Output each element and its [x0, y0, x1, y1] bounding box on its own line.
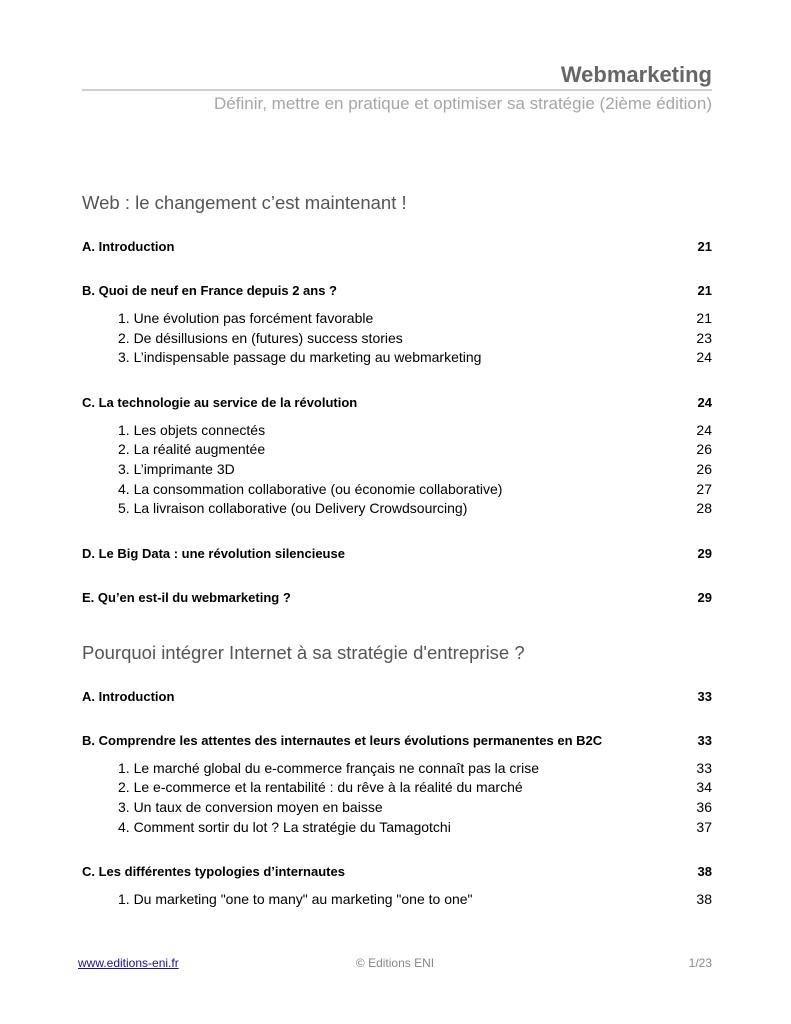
toc-item-label: 2. La réalité augmentée [118, 441, 266, 458]
toc-item-label: 5. La livraison collaborative (ou Delivery Crowdsourcing) [118, 500, 468, 517]
toc-item-entry[interactable] [82, 309, 712, 329]
toc-item-entry[interactable] [82, 480, 712, 500]
toc-section-label: B. Quoi de neuf en France depuis 2 ans ? [82, 283, 337, 298]
toc-subitems [82, 421, 712, 519]
toc-page-number: 36 [696, 798, 712, 815]
toc-item-label: 1. Le marché global du e-commerce français ne connaît pas la crise [118, 759, 539, 776]
footer-page-number: 1/23 [688, 956, 712, 970]
toc-page-number: 23 [696, 329, 712, 346]
toc-section-label: E. Qu’en est-il du webmarketing ? [82, 589, 291, 605]
toc-item-label: 3. Un taux de conversion moyen en baisse [118, 798, 383, 815]
toc-page-number: 38 [697, 864, 712, 880]
toc-page-number: 24 [696, 421, 712, 438]
toc-section [82, 588, 712, 607]
toc-page-number: 21 [696, 310, 712, 326]
document-title: Webmarketing [560, 62, 712, 87]
toc-page-number: 29 [697, 545, 712, 561]
toc-item-entry[interactable] [82, 348, 712, 368]
toc-item-entry[interactable] [82, 818, 712, 838]
toc-section-label: B. Comprendre les attentes des internautes et leurs évolutions permanentes en B2C [82, 732, 603, 748]
toc-subitems [82, 759, 712, 837]
toc-item-entry[interactable] [82, 460, 712, 480]
toc-section [82, 862, 712, 910]
document-subtitle: Définir, mettre en pratique et optimiser sa stratégie (2ième édition) [214, 94, 712, 113]
toc-item-entry[interactable] [82, 890, 712, 910]
toc-section [82, 544, 712, 563]
toc-section-entry[interactable] [82, 237, 712, 256]
toc-item-entry[interactable] [82, 759, 712, 779]
toc-section [82, 393, 712, 519]
toc-item-label: 4. La consommation collaborative (ou économie collaborative) [118, 480, 503, 497]
toc-section-label: A. Introduction [82, 239, 175, 254]
toc-item-label: 1. Les objets connectés [118, 421, 266, 438]
toc-page-number: 33 [697, 688, 712, 704]
toc-item-label: 3. L’indispensable passage du marketing au webmarketing [118, 349, 482, 366]
toc-section [82, 281, 712, 368]
toc-section [82, 687, 712, 706]
toc-page-number: 29 [697, 589, 712, 605]
chapter [82, 190, 712, 607]
toc-page-number: 33 [696, 759, 712, 776]
toc-item-label: 4. Comment sortir du lot ? La stratégie du Tamagotchi [118, 818, 451, 835]
toc-section-label: A. Introduction [82, 688, 175, 704]
page-footer [78, 956, 712, 970]
chapter-title: Pourquoi intégrer Internet à sa stratégie d'entreprise ? [82, 641, 525, 663]
toc-page-number: 24 [697, 394, 712, 410]
toc-section [82, 237, 712, 256]
toc-section-entry[interactable] [82, 544, 712, 563]
toc-subitems [82, 309, 712, 368]
toc-page-number: 26 [696, 441, 712, 458]
toc-item-label: 3. L’imprimante 3D [118, 460, 235, 477]
toc-section-entry[interactable] [82, 281, 712, 300]
toc-section-entry[interactable] [82, 687, 712, 706]
toc-item-label: 2. Le e-commerce et la rentabilité : du rêve à la réalité du marché [118, 779, 523, 796]
chapter [82, 640, 712, 910]
footer-copyright: © Editions ENI [355, 956, 435, 970]
toc-section-entry[interactable] [82, 731, 712, 750]
toc-section-label: D. Le Big Data : une révolution silencieuse [82, 545, 345, 561]
toc-page-number: 21 [697, 283, 712, 298]
document-header [82, 60, 712, 115]
footer-website-link[interactable]: www.editions-eni.fr [78, 956, 179, 970]
table-of-contents [82, 190, 712, 910]
toc-item-entry[interactable] [82, 421, 712, 441]
toc-section-entry[interactable] [82, 862, 712, 881]
toc-section [82, 731, 712, 837]
toc-section-label: C. Les différentes typologies d’internautes [82, 864, 345, 880]
toc-page-number: 37 [696, 818, 712, 835]
toc-item-entry[interactable] [82, 798, 712, 818]
chapter-title: Web : le changement c’est maintenant ! [82, 192, 407, 213]
toc-page-number: 33 [697, 732, 712, 748]
toc-page-number: 27 [696, 480, 712, 497]
toc-section-entry[interactable] [82, 588, 712, 607]
toc-item-entry[interactable] [82, 499, 712, 519]
toc-page-number: 24 [696, 349, 712, 366]
toc-section-label: C. La technologie au service de la révolution [82, 394, 358, 410]
toc-item-label: 1. Une évolution pas forcément favorable [118, 310, 374, 326]
toc-page-number: 21 [697, 239, 712, 254]
toc-item-label: 1. Du marketing "one to many" au marketing "one to one" [118, 891, 473, 908]
toc-page-number: 38 [696, 891, 712, 908]
toc-section-entry[interactable] [82, 393, 712, 412]
toc-page-number: 34 [696, 779, 712, 796]
toc-page-number: 28 [696, 500, 712, 517]
toc-item-label: 2. De désillusions en (futures) success stories [118, 329, 403, 346]
toc-item-entry[interactable] [82, 440, 712, 460]
toc-subitems [82, 890, 712, 910]
toc-page-number: 26 [696, 460, 712, 477]
toc-item-entry[interactable] [82, 329, 712, 349]
toc-item-entry[interactable] [82, 778, 712, 798]
